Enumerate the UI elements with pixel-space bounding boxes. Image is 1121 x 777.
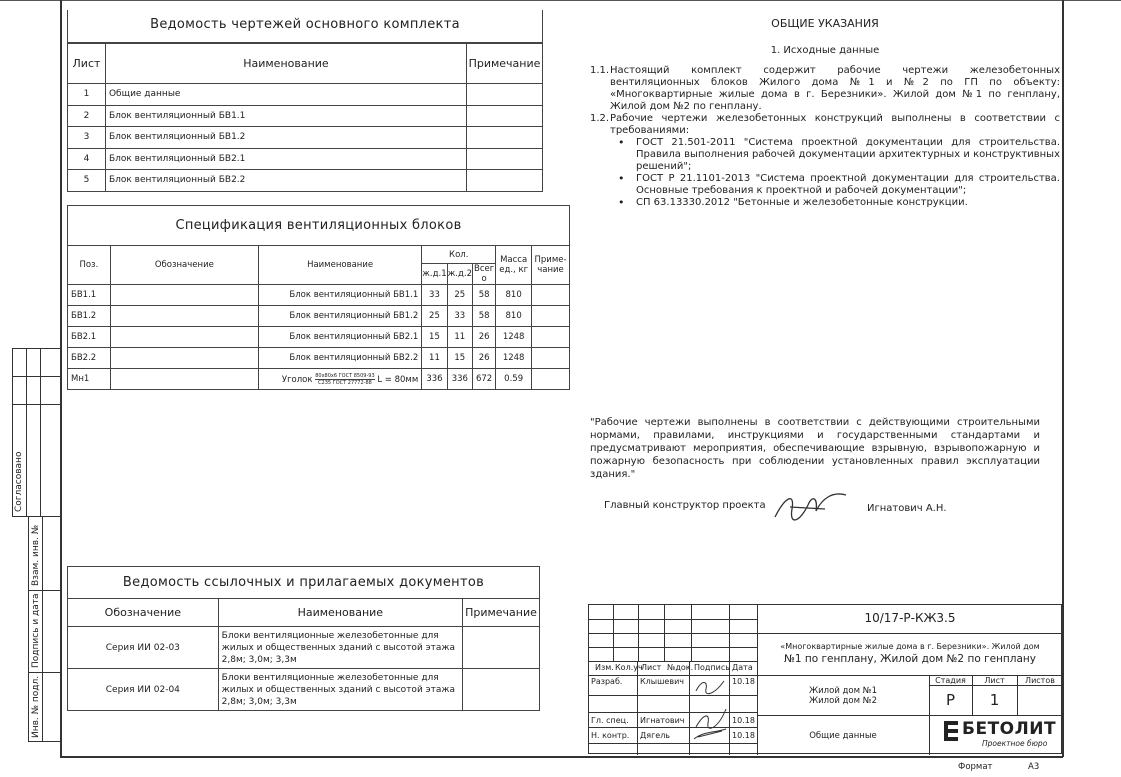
- cell-note: [466, 105, 542, 127]
- note-text: Настоящий комплект содержит рабочие чертежи железобетонных вентиляционных блоков Жилого дома №1 и №2 по ГП по объекту: «Многоквартирные жилые дома в г. Березники». Жилой дом №1 по генплану, Жилой дом №2 по генплану.: [610, 65, 1060, 112]
- chief-signature-icon: [770, 487, 850, 527]
- building-2: Жилой дом №2: [809, 696, 877, 706]
- table-row: [68, 170, 543, 192]
- cell-sheet: 4: [68, 148, 106, 170]
- spec-header-note: Приме- чание: [532, 246, 570, 285]
- cell-qty-total: 672: [472, 369, 495, 390]
- cell-note: [532, 285, 570, 306]
- cell-name: Блок вентиляционный БВ1.2: [105, 127, 466, 149]
- cell-designation: [110, 327, 258, 348]
- side-swap-inv-label: Взам. инв. №: [31, 524, 41, 586]
- refdocs-block: [67, 566, 540, 711]
- cell-note: [463, 669, 540, 711]
- side-agreed-label: Согласовано: [14, 451, 24, 512]
- table-row: [68, 148, 543, 170]
- cell-name: Блок вентиляционный БВ2.2: [258, 348, 421, 369]
- cell-mass: 0.59: [496, 369, 532, 390]
- list-item: • ГОСТ Р 21.1101-2013 "Система проектной документации для строительства. Основные требования к проектной и рабочей документации";: [618, 172, 1060, 196]
- cell-designation: Серия ИИ 02-04: [68, 669, 219, 711]
- format-value: А3: [1028, 762, 1040, 772]
- cell-qty-h1: 25: [422, 306, 447, 327]
- title-block: [588, 604, 1062, 754]
- cell-name: Блок вентиляционный БВ1.1: [258, 285, 421, 306]
- building-1: Жилой дом №1: [809, 686, 877, 696]
- cell-mass: 810: [496, 285, 532, 306]
- cell-sheet: 2: [68, 105, 106, 127]
- cell-qty-h2: 15: [447, 348, 472, 369]
- date-norm-control: 10.18: [732, 731, 755, 740]
- role-chief-spec: Гл. спец.: [591, 716, 629, 725]
- col-doc: №док.: [667, 663, 694, 672]
- cell-note: [532, 306, 570, 327]
- cell-name: [258, 369, 421, 390]
- cell-note: [532, 369, 570, 390]
- name-developer: Клышевич: [640, 677, 684, 686]
- cell-note: [463, 627, 540, 669]
- angle-length: L = 80мм: [377, 374, 419, 385]
- name-norm-control: Дягель: [640, 731, 671, 740]
- chief-engineer-name: Игнатович А.Н.: [867, 503, 947, 514]
- role-norm-control: Н. контр.: [591, 731, 630, 740]
- cell-name: Блоки вентиляционные железобетонные для жилых и общественных зданий с высотой этажа 2,8м; 3,0м; 3,3м: [218, 627, 462, 669]
- angle-fraction: [315, 373, 374, 386]
- cell-designation: [110, 285, 258, 306]
- table-row: [68, 348, 570, 369]
- list-item: • СП 63.13330.2012 "Бетонные и железобетонные конструкции.: [618, 196, 968, 209]
- spec-header-qty-h1: ж.д.1: [422, 264, 447, 285]
- cell-qty-h1: 15: [422, 327, 447, 348]
- table-row: [68, 669, 540, 711]
- name-chief-spec: Игнатович: [640, 716, 685, 725]
- notes-subtitle: 1. Исходные данные: [770, 45, 880, 56]
- object-name-line1: «Многоквартирные жилые дома в г. Березники». Жилой дом: [780, 642, 1040, 651]
- cell-designation: Серия ИИ 02-03: [68, 627, 219, 669]
- cell-pos: Мн1: [68, 369, 111, 390]
- format-label: Формат: [958, 762, 993, 772]
- document-code: 10/17-Р-КЖ3.5: [864, 611, 956, 625]
- table-row: [68, 127, 543, 149]
- table-row: [68, 306, 570, 327]
- header-name: Наименование: [105, 44, 466, 84]
- date-chief-spec: 10.18: [732, 716, 755, 725]
- col-qty: Кол.уч: [615, 663, 643, 672]
- stage-label: Стадия: [935, 676, 966, 685]
- frame-bottom: [60, 756, 1063, 758]
- refdocs-header-name: Наименование: [218, 599, 462, 627]
- cell-qty-h2: 336: [447, 369, 472, 390]
- cell-note: [532, 348, 570, 369]
- note-number: 1.2.: [590, 113, 610, 124]
- table-row: [68, 84, 543, 106]
- cell-sheet: 1: [68, 84, 106, 106]
- frame-left: [60, 0, 62, 757]
- date-developer: 10.18: [732, 677, 755, 686]
- cell-qty-h2: 33: [447, 306, 472, 327]
- drawing-list: [67, 10, 543, 192]
- cell-designation: [110, 369, 258, 390]
- fraction-top: 80х80х6 ГОСТ 8509-93: [315, 372, 375, 379]
- cell-note: [466, 127, 542, 149]
- spec-table: [67, 245, 570, 390]
- drawing-list-title: Ведомость чертежей основного комплекта: [67, 10, 543, 43]
- cell-name: Блоки вентиляционные железобетонные для жилых и общественных зданий с высотой этажа 2,8м; 3,0м; 3,3м: [218, 669, 462, 711]
- role-developer: Разраб.: [591, 677, 623, 686]
- side-sign-date-label: Подпись и дата: [31, 593, 41, 668]
- notes-title: ОБЩИЕ УКАЗАНИЯ: [771, 17, 879, 30]
- spec-header-name: Наименование: [258, 246, 421, 285]
- spec-header-mass: Масса ед., кг: [496, 246, 532, 285]
- header-note: Примечание: [466, 44, 542, 84]
- spec-title: Спецификация вентиляционных блоков: [67, 205, 570, 245]
- top-edge: [0, 0, 1121, 1]
- object-name-line2: №1 по генплану, Жилой дом №2 по генплану: [783, 653, 1037, 665]
- refdocs-header-note: Примечание: [463, 599, 540, 627]
- logo-icon: [944, 721, 958, 741]
- cell-name: Блок вентиляционный БВ2.1: [105, 148, 466, 170]
- list-item: • ГОСТ 21.501-2011 "Система проектной документации для строительства. Правила выполнения рабочей документации архитектурных и конструктивных решений";: [618, 136, 1060, 172]
- cell-pos: БВ2.2: [68, 348, 111, 369]
- side-inv-orig-label: Инв. № подл.: [31, 675, 41, 738]
- table-row: [68, 285, 570, 306]
- chief-engineer-label: Главный конструктор проекта: [604, 500, 766, 511]
- col-change: Изм.: [595, 663, 614, 672]
- spec-header-designation: Обозначение: [110, 246, 258, 285]
- cell-pos: БВ1.1: [68, 285, 111, 306]
- cell-qty-total: 58: [472, 306, 495, 327]
- table-row: [68, 627, 540, 669]
- note-item: [590, 65, 1060, 113]
- cell-pos: БВ1.2: [68, 306, 111, 327]
- refdocs-header-designation: Обозначение: [68, 599, 219, 627]
- spec-header-qty: Кол.: [422, 246, 496, 264]
- cell-name: Блок вентиляционный БВ1.2: [258, 306, 421, 327]
- company-name: БЕТОЛИТ: [962, 719, 1057, 739]
- cell-qty-total: 26: [472, 348, 495, 369]
- note-item: [590, 113, 1060, 137]
- drawing-list-table: [67, 43, 543, 192]
- cell-qty-h1: 11: [422, 348, 447, 369]
- header-sheet: Лист: [68, 44, 106, 84]
- sheet-title: Общие данные: [809, 731, 877, 741]
- cell-sheet: 5: [68, 170, 106, 192]
- cell-name: Блок вентиляционный БВ1.1: [105, 105, 466, 127]
- cell-qty-h2: 11: [447, 327, 472, 348]
- stage-value: Р: [945, 691, 956, 709]
- table-row: [68, 105, 543, 127]
- col-date: Дата: [732, 663, 753, 672]
- note-number: 1.1.: [590, 65, 610, 76]
- fraction-bottom: С235 ГОСТ 27772-88: [318, 379, 372, 386]
- spec-header-qty-h2: ж.д.2: [447, 264, 472, 285]
- spec-table-block: [67, 205, 570, 390]
- signatures-icon: [692, 677, 728, 743]
- table-row: [68, 327, 570, 348]
- spec-header-qty-total: Всег о: [474, 264, 495, 284]
- cell-sheet: 3: [68, 127, 106, 149]
- refdocs-table: [67, 598, 540, 711]
- compliance-statement: "Рабочие чертежи выполнены в соответствии с действующими строительными нормами, правилами, инструкциями и государственными стандартами и предусматривают мероприятия, обеспечивающие взрывную, взрывопожарную и пожарную безопасность при соблюдении установленных правил эксплуатации здания.": [590, 417, 1040, 480]
- cell-name: Блок вентиляционный БВ2.2: [105, 170, 466, 192]
- cell-designation: [110, 306, 258, 327]
- note-text: Рабочие чертежи железобетонных конструкций выполнены в соответствии с требованиями:: [610, 113, 1060, 136]
- general-notes: [590, 18, 1060, 209]
- sheet-label: Лист: [984, 676, 1005, 685]
- table-row: [68, 369, 570, 390]
- cell-note: [532, 327, 570, 348]
- cell-note: [466, 84, 542, 106]
- company-subtitle: Проектное бюро: [982, 739, 1048, 748]
- col-sign: Подпись: [694, 663, 730, 672]
- cell-mass: 1248: [496, 348, 532, 369]
- cell-note: [466, 170, 542, 192]
- spec-header-pos: Поз.: [68, 246, 111, 285]
- cell-name: Общие данные: [105, 84, 466, 106]
- refdocs-title: Ведомость ссылочных и прилагаемых документов: [67, 566, 540, 598]
- angle-name: Уголок: [281, 374, 313, 385]
- cell-qty-h1: 336: [422, 369, 447, 390]
- cell-qty-total: 58: [472, 285, 495, 306]
- cell-mass: 1248: [496, 327, 532, 348]
- cell-qty-h1: 33: [422, 285, 447, 306]
- sheet-value: 1: [989, 691, 1000, 709]
- cell-designation: [110, 348, 258, 369]
- cell-name: Блок вентиляционный БВ2.1: [258, 327, 421, 348]
- sheets-label: Листов: [1025, 676, 1055, 685]
- col-sheet: Лист: [641, 663, 662, 672]
- cell-pos: БВ2.1: [68, 327, 111, 348]
- cell-mass: 810: [496, 306, 532, 327]
- standards-list: [618, 137, 1060, 209]
- cell-note: [466, 148, 542, 170]
- cell-qty-h2: 25: [447, 285, 472, 306]
- cell-qty-total: 26: [472, 327, 495, 348]
